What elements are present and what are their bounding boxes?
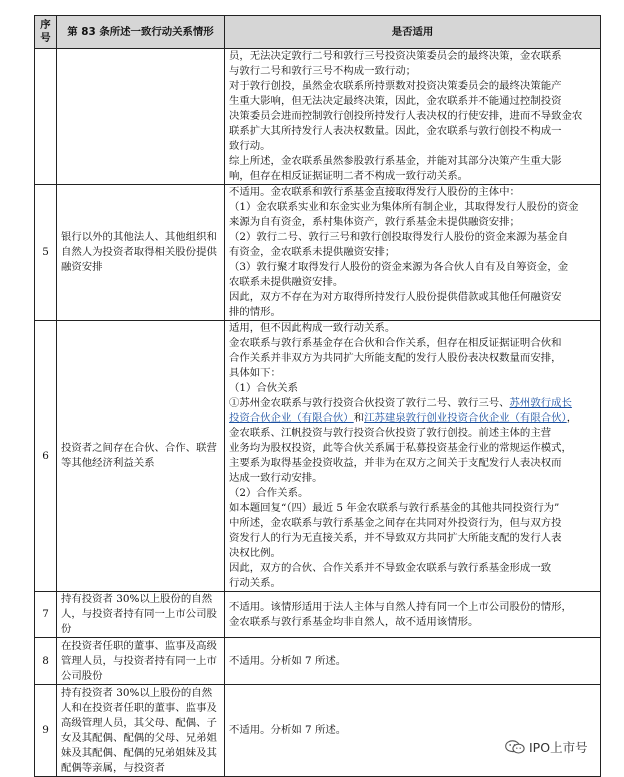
header-applicable: 是否适用 — [225, 16, 601, 49]
content-text: ①苏州金农联系与敦行投资合伙投资了敦行二号、敦行三号、 — [229, 397, 510, 409]
row-content — [225, 321, 601, 592]
content-line: 决策委员会进而控制敦行创投所持发行人表决权的行使安排，进而不导致金农 — [229, 110, 583, 122]
content-line: 对于敦行创投，虽然金农联系所持票数对投资决策委员会的最终决策能产 — [229, 80, 562, 92]
content-line: 有资金，金农联系未提供融资安排； — [229, 246, 396, 258]
row-content — [225, 49, 601, 185]
content-line: 因此，双方不存在为对方取得所持发行人股份提供借款或其他任何融资安 — [229, 291, 562, 303]
table-row — [35, 592, 601, 638]
row-situation: 投资者之间存在合伙、合作、联营等其他经济利益关系 — [57, 321, 225, 592]
content-line: （3）敦行聚才取得发行人股份的资金来源为各合伙人自有及自筹资金，金 — [229, 261, 569, 273]
row-content — [225, 638, 601, 685]
row-content — [225, 685, 601, 777]
content-line: 金农联系、江帆投资与敦行投资合伙投资了敦行创投。前述主体的主营 — [229, 427, 552, 439]
content-line: 致行动。 — [229, 140, 271, 152]
content-line: 综上所述，金农联系虽然参股敦行系基金，并能对其部分决策产生重大影 — [229, 155, 562, 167]
content-line: 适用，但不因此构成一致行动关系。 — [229, 322, 396, 334]
row-situation: 在投资者任职的董事、监事及高级管理人员，与投资者持有同一上市公司股份 — [57, 638, 225, 685]
content-line: （2）合作关系。 — [229, 487, 309, 499]
table-row — [35, 321, 601, 592]
row-content — [225, 592, 601, 638]
content-line: 达成一致行动安排。 — [229, 472, 323, 484]
content-line: 农联系未提供融资安排。 — [229, 276, 344, 288]
content-line: （1）金农联系实业和东金实业为集体所有制企业，其取得发行人股份的资金 — [229, 201, 579, 213]
content-line: 排的情形。 — [229, 306, 281, 318]
header-no: 序号 — [35, 16, 57, 49]
content-line: 不适用。该情形适用于法人主体与自然人持有同一个上市公司股份的情形， — [229, 600, 572, 613]
content-text: 和 — [353, 412, 365, 424]
row-number: 6 — [35, 321, 57, 592]
content-line: 联系扩大其所持发行人表决权数量。因此，金农联系与敦行创投不构成一 — [229, 125, 562, 137]
content-line: 如本题回复“（四）最近 5 年金农联系与敦行系基金的其他共同投资行为” — [229, 502, 560, 514]
row-number — [35, 49, 57, 185]
content-line: 金农联系与敦行系基金均非自然人，故不适用该情形。 — [229, 615, 479, 628]
content-line: 不适用。分析如 7 所述。 — [229, 724, 347, 736]
row-situation: 持有投资者 30%以上股份的自然人和在投资者任职的董事、监事及高级管理人员，其父母、配偶、子女及其配偶、配偶的父母、兄弟姐妹及其配偶、配偶的兄弟姐妹及其配偶等亲属，与投资者 — [57, 685, 225, 777]
table-header-row — [35, 16, 601, 49]
content-line: 决权比例。 — [229, 547, 281, 559]
wechat-icon — [505, 740, 525, 754]
document-page — [34, 15, 600, 777]
row-number: 5 — [35, 185, 57, 321]
concerted-action-table — [34, 15, 601, 777]
content-line: 来源为自有资金，系村集体资产，敦行系基金未提供融资安排； — [229, 216, 520, 228]
content-line: 合作关系并非双方为共同扩大所能支配的发行人股份表决权数量而安排， — [229, 352, 562, 364]
header-situation: 第 83 条所述一致行动关系情形 — [57, 16, 225, 49]
content-line: 与敦行二号和敦行三号不构成一致行动； — [229, 65, 417, 77]
content-line: （2）敦行二号、敦行三号和敦行创投取得发行人股份的资金来源为基金自 — [229, 231, 569, 243]
watermark-text: IPO上市号 — [529, 740, 588, 755]
content-line: 行动关系。 — [229, 577, 281, 589]
content-line: 金农联系与敦行系基金存在合伙和合作关系，但存在相反证据证明合伙和 — [229, 337, 562, 349]
row-situation — [57, 49, 225, 185]
row-number: 7 — [35, 592, 57, 638]
content-line: 响，但存在相反证据证明二者不构成一致行动关系。 — [229, 170, 468, 182]
content-line — [229, 411, 596, 426]
content-line: 主要系为取得基金投资收益，并非为在双方之间关于支配发行人表决权而 — [229, 457, 562, 469]
content-line: 生重大影响，但无法决定最终决策，因此，金农联系并不能通过控制投资 — [229, 95, 562, 107]
content-line — [229, 396, 596, 411]
content-line: 不适用。分析如 7 所述。 — [229, 654, 347, 667]
row-situation: 银行以外的其他法人、其他组织和自然人为投资者取得相关股份提供融资安排 — [57, 185, 225, 321]
content-line: 员，无法决定敦行二号和敦行三号投资决策委员会的最终决策，金农联系 — [229, 50, 562, 62]
content-line: 业务均为股权投资，此等合伙关系属于私募投资基金行业的常规运作模式， — [229, 442, 572, 454]
content-line: 不适用。金农联系和敦行系基金直接取得发行人股份的主体中： — [229, 186, 520, 198]
row-number: 8 — [35, 638, 57, 685]
fund-link-suzhou-chengzhang-cont[interactable]: 投资合伙企业（有限合伙） — [229, 412, 354, 424]
content-line: （1）合伙关系 — [229, 382, 298, 394]
fund-link-suzhou-chengzhang[interactable]: 苏州敦行成长 — [509, 397, 572, 409]
fund-link-jiangsu-jianquan[interactable]: 江苏建泉敦行创业投资合伙企业（有限合伙） — [364, 412, 567, 424]
content-line: 中所述，金农联系与敦行系基金之间存在共同对外投资行为，但与双方投 — [229, 517, 562, 529]
row-number: 9 — [35, 685, 57, 777]
table-row — [35, 185, 601, 321]
source-watermark — [505, 736, 615, 758]
row-situation: 持有投资者 30%以上股份的自然人，与投资者持有同一上市公司股份 — [57, 592, 225, 638]
table-row — [35, 685, 601, 777]
content-text: ， — [566, 412, 578, 424]
table-row — [35, 49, 601, 185]
content-line: 因此，双方的合伙、合作关系并不导致金农联系与敦行系基金形成一致 — [229, 562, 552, 574]
table-row — [35, 638, 601, 685]
content-line: 具体如下： — [229, 367, 281, 379]
row-content — [225, 185, 601, 321]
content-line: 资发行人的行为无直接关系，并不导致双方共同扩大所能支配的发行人表 — [229, 532, 562, 544]
